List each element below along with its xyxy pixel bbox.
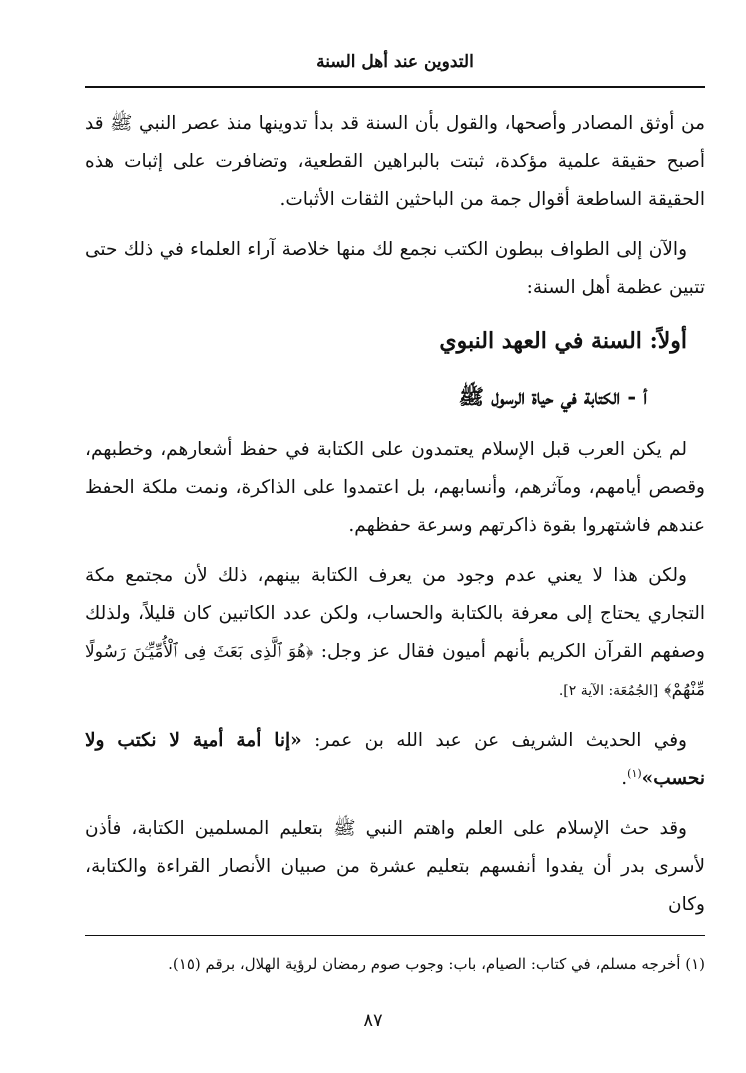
footnote-rule xyxy=(85,935,705,936)
section-heading: أولاً: السنة في العهد النبوي xyxy=(439,328,687,354)
running-header: التدوين عند أهل السنة xyxy=(316,52,474,72)
subsection-heading-text: أ - الكتابة في حياة الرسول ﷺ xyxy=(458,384,647,409)
paragraph-3: لم يكن العرب قبل الإسلام يعتمدون على الكتابة في حفظ أشعارهم، وخطبهم، وقصص أيامهم، ومآثرهم، وأنسابهم، بل اعتمدوا على الذاكرة، ونمت ملكة الحفظ عندهم فاشتهروا بقوة ذاكرتهم وسرعة حفظهم. xyxy=(85,439,705,536)
footnote-marker[interactable]: (١) xyxy=(627,766,642,780)
page-number: ٨٧ xyxy=(363,1010,383,1031)
paragraph-2: والآن إلى الطواف ببطون الكتب نجمع لك منها خلاصة آراء العلماء في ذلك حتى تتبين عظمة أهل السنة: xyxy=(85,239,705,298)
subsection-heading xyxy=(85,375,705,419)
paragraph-1: من أوثق المصادر وأصحها، والقول بأن السنة قد بدأ تدوينها منذ عصر النبي ﷺ قد أصبح حقيقة علمية مؤكدة، ثبتت بالبراهين القطعية، وتضافرت على إثبات هذه الحقيقة الساطعة أقوال جمة من الباحثين الثقات الأثبات. xyxy=(85,113,705,210)
paragraph-5 xyxy=(85,722,705,798)
footnote: (١) أخرجه مسلم، في كتاب: الصيام، باب: وجوب صوم رمضان لرؤية الهلال، برقم (١٥). xyxy=(168,955,705,973)
quran-verse: ﴿هُوَ ٱلَّذِى بَعَثَ فِى ٱلْأُمِّيِّـۧنَ رَسُولًا مِّنْهُمْ﴾ xyxy=(85,642,705,700)
header-rule xyxy=(85,86,705,88)
main-text xyxy=(85,105,705,936)
paragraph-5-text: وفي الحديث الشريف عن عبد الله بن عمر: xyxy=(314,730,687,751)
verse-reference: [الجُمُعَة: الآية ٢]. xyxy=(558,683,659,699)
paragraph-6: وقد حث الإسلام على العلم واهتم النبي ﷺ بتعليم المسلمين الكتابة، فأذن لأسرى بدر أن يفدوا أنفسهم بتعليم عشرة من صبيان الأنصار القراءة والكتابة، وكان xyxy=(85,818,705,915)
paragraph-5-end: . xyxy=(621,768,628,789)
paragraph-4-text: ولكن هذا لا يعني عدم وجود من يعرف الكتابة بينهم، ذلك لأن مجتمع مكة التجاري يحتاج إلى معرفة بالكتابة والحساب، ولكن عدد الكاتبين كان قليلاً، ولذلك وصفهم القرآن الكريم بأنهم أميون فقال عز وجل: xyxy=(85,565,705,662)
paragraph-4 xyxy=(85,557,705,710)
hadith-quote: «إنا أمة أمية لا نكتب ولا نحسب» xyxy=(85,730,705,789)
